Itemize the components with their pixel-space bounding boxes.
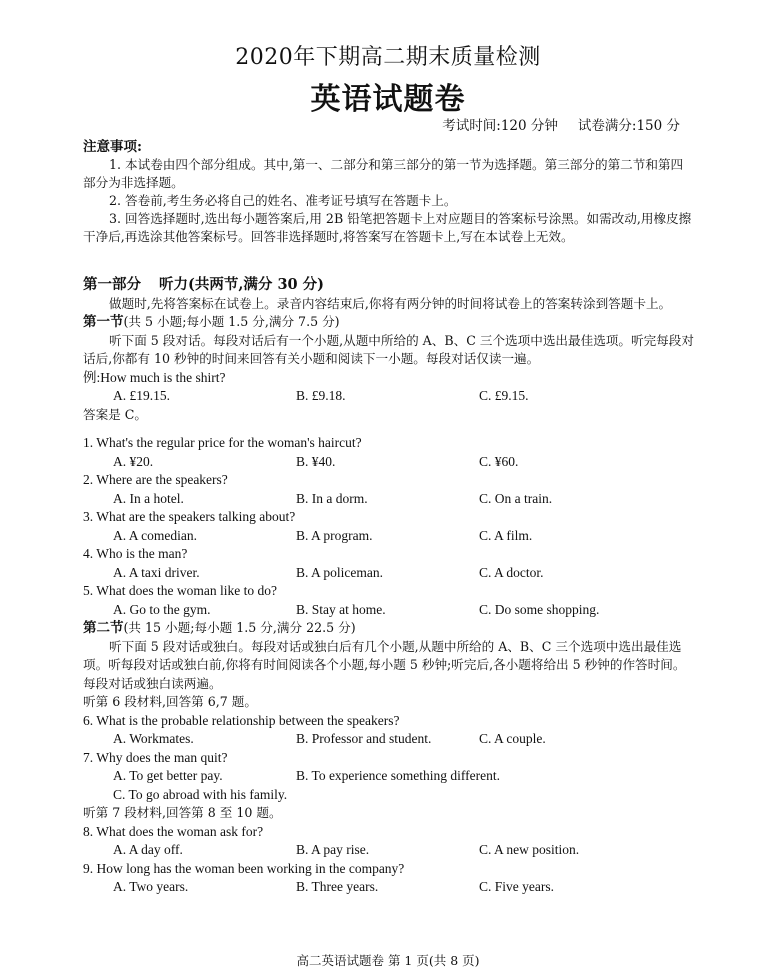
option-b: B. A policeman.	[296, 564, 383, 580]
option-b: B. Three years.	[296, 879, 379, 894]
question-8-options	[83, 841, 695, 860]
option-a: A. In a hotel.	[113, 490, 184, 506]
material-7-label: 听第 7 段材料,回答第 8 至 10 题。	[83, 805, 282, 820]
question-4: 4. Who is the man?	[83, 546, 188, 561]
question-5: 5. What does the woman like to do?	[83, 583, 277, 598]
option-b: B. A pay rise.	[296, 842, 370, 857]
question-1-options	[83, 453, 695, 472]
paper-title: 英语试题卷	[310, 82, 466, 117]
question-2-options	[83, 490, 695, 509]
notes-heading: 注意事项:	[83, 139, 142, 155]
option-b: B. To experience something different.	[296, 768, 500, 783]
page-footer: 高二英语试题卷 第 1 页(共 8 页)	[296, 953, 480, 968]
listening-part	[83, 276, 695, 897]
question-6: 6. What is the probable relationship between the speakers?	[83, 712, 400, 728]
option-a: A. Go to the gym.	[113, 601, 211, 617]
option-b: B. In a dorm.	[296, 490, 368, 506]
option-c: C. A film.	[479, 527, 533, 543]
option-a: A. ¥20.	[113, 453, 154, 469]
section1-intro: 听下面 5 段对话。每段对话后有一个小题,从题中所给的 A、B、C 三个选项中选出最佳选项。听完每段对话后,你都有 10 秒钟的时间来回答有关小题和阅读下一小题。每段对话仅读一遍。	[83, 332, 694, 366]
option-a: A. Two years.	[113, 879, 189, 894]
option-a: A. To get better pay.	[113, 768, 223, 783]
example-answer: 答案是 C。	[83, 406, 148, 422]
option-b: B. ¥40.	[296, 453, 336, 469]
option-b: B. Professor and student.	[296, 731, 432, 746]
option-c: C. ¥60.	[479, 453, 519, 469]
option-c: C. A couple.	[479, 731, 546, 746]
part1-title-label: 第一部分	[83, 276, 141, 293]
material-6-label: 听第 6 段材料,回答第 6,7 题。	[83, 694, 257, 709]
note-item: 2. 答卷前,考生务必将自己的姓名、准考证号填写在答题卡上。	[109, 193, 457, 208]
question-5-options	[83, 601, 695, 620]
section2-title-label: 第二节	[83, 620, 124, 636]
option-a: A. £19.15.	[113, 388, 170, 403]
note-item: 1. 本试卷由四个部分组成。其中,第一、二部分和第三部分的第一节为选择题。第三部分的第二节和第四部分为非选择题。	[83, 157, 684, 190]
part1-title-rest: 听力(共两节,满分 30 分)	[159, 276, 325, 293]
option-c: C. A doctor.	[479, 564, 544, 580]
option-a: A. A day off.	[113, 842, 183, 857]
example-question: 例:How much is the shirt?	[83, 369, 226, 385]
option-b: B. A program.	[296, 527, 373, 543]
option-a: A. A comedian.	[113, 527, 197, 543]
question-9-options	[83, 878, 695, 897]
note-item: 3. 回答选择题时,选出每小题答案后,用 2B 铅笔把答题卡上对应题目的答案标号涂黑。如需改动,用橡皮擦干净后,再选涂其他答案标号。回答非选择题时,将答案写在答题卡上,写在本试卷上无效。	[83, 211, 692, 244]
option-c: C. A new position.	[479, 842, 580, 857]
section1-title-label: 第一节	[83, 314, 124, 330]
question-3-options	[83, 527, 695, 546]
option-a: A. A taxi driver.	[113, 564, 200, 580]
question-1: 1. What's the regular price for the woman's haircut?	[83, 435, 362, 450]
option-a: A. Workmates.	[113, 731, 194, 746]
exam-score: 试卷满分:150 分	[577, 118, 680, 134]
part1-intro: 做题时,先将答案标在试卷上。录音内容结束后,你将有两分钟的时间将试卷上的答案转涂到答题卡上。	[109, 295, 672, 311]
question-6-options	[83, 730, 695, 749]
question-4-options	[83, 564, 695, 583]
question-7-options-row2	[83, 786, 695, 805]
option-c: C. On a train.	[479, 490, 553, 506]
section2-title	[83, 619, 695, 638]
exam-meta	[442, 114, 680, 134]
option-c: C. £9.15.	[479, 388, 529, 403]
section2-intro: 听下面 5 段对话或独白。每段对话或独白后有几个小题,从题中所给的 A、B、C 三个选项中选出最佳选项。听每段对话或独白前,你将有时间阅读各个小题,每小题 5 秒钟;听完后,各小题将给出 5 秒钟的作答时间。每段对话或独白读两遍。	[83, 638, 686, 691]
question-8: 8. What does the woman ask for?	[83, 823, 264, 839]
option-b: B. Stay at home.	[296, 601, 386, 617]
question-7-options	[83, 767, 695, 786]
question-7: 7. Why does the man quit?	[83, 749, 228, 765]
option-c: C. Do some shopping.	[479, 601, 600, 617]
exam-title: 2020年下期高二期末质量检测	[235, 45, 541, 70]
question-9: 9. How long has the woman been working in the company?	[83, 860, 405, 876]
option-c: C. Five years.	[479, 879, 554, 894]
section1-title-rest: (共 5 小题;每小题 1.5 分,满分 7.5 分)	[123, 314, 340, 329]
example-options	[83, 387, 695, 406]
question-2: 2. Where are the speakers?	[83, 472, 228, 487]
part1-title	[83, 276, 695, 295]
option-b: B. £9.18.	[296, 388, 346, 403]
question-3: 3. What are the speakers talking about?	[83, 509, 296, 524]
section2-title-rest: (共 15 小题;每小题 1.5 分,满分 22.5 分)	[123, 620, 356, 635]
option-c: C. To go abroad with his family.	[113, 786, 288, 802]
section1-title	[83, 313, 695, 332]
notes-block	[83, 138, 695, 246]
exam-time: 考试时间:120 分钟	[442, 118, 558, 134]
